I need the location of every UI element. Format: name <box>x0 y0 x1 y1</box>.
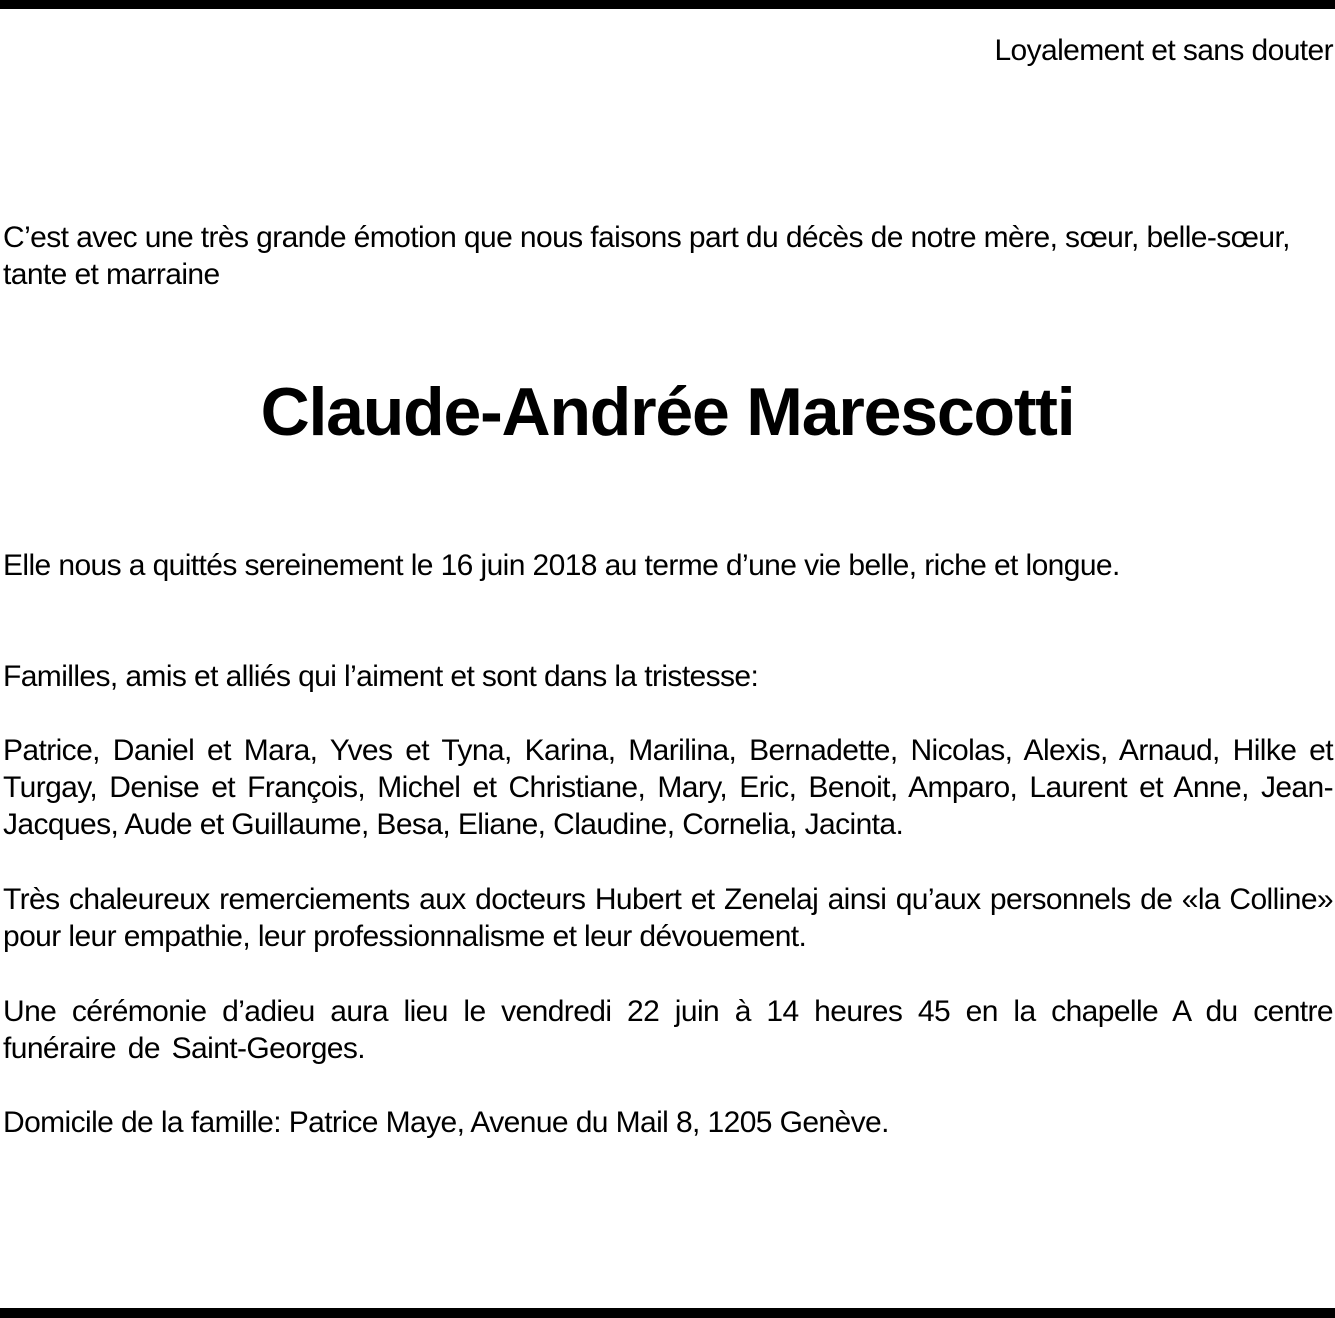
top-border-rule <box>0 0 1335 9</box>
families-intro-paragraph: Familles, amis et alliés qui l’aiment et sont dans la tristesse: <box>3 660 759 693</box>
domicile-paragraph: Domicile de la famille: Patrice Maye, Avenue du Mail 8, 1205 Genève. <box>3 1106 889 1139</box>
deceased-name: Claude-Andrée Marescotti <box>260 374 1075 450</box>
intro-paragraph: C’est avec une très grande émotion que nous faisons part du décès de notre mère, sœur, belle-sœur, tante et marraine <box>3 221 1290 291</box>
ceremony-paragraph: Une cérémonie d’adieu aura lieu le vendredi 22 juin à 14 heures 45 en la chapelle A du centre funéraire de Saint-Georges. <box>3 995 1333 1065</box>
motto-text: Loyalement et sans douter <box>994 34 1333 67</box>
thanks-paragraph: Très chaleureux remerciements aux docteurs Hubert et Zenelaj ainsi qu’aux personnels de «la Colline» pour leur empathie, leur professionnalisme et leur dévouement. <box>3 883 1333 953</box>
passing-paragraph: Elle nous a quittés sereinement le 16 juin 2018 au terme d’une vie belle, riche et longue. <box>3 549 1120 582</box>
mourners-list-paragraph: Patrice, Daniel et Mara, Yves et Tyna, Karina, Marilina, Bernadette, Nicolas, Alexis, Arnaud, Hilke et Turgay, Denise et François, Michel et Christiane, Mary, Eric, Benoit, Amparo, Laurent et Anne, Jean-Jacques, Aude et Guillaume, Besa, Eliane, Claudine, Cornelia, Jacinta. <box>3 734 1333 841</box>
bottom-border-rule <box>0 1308 1335 1318</box>
